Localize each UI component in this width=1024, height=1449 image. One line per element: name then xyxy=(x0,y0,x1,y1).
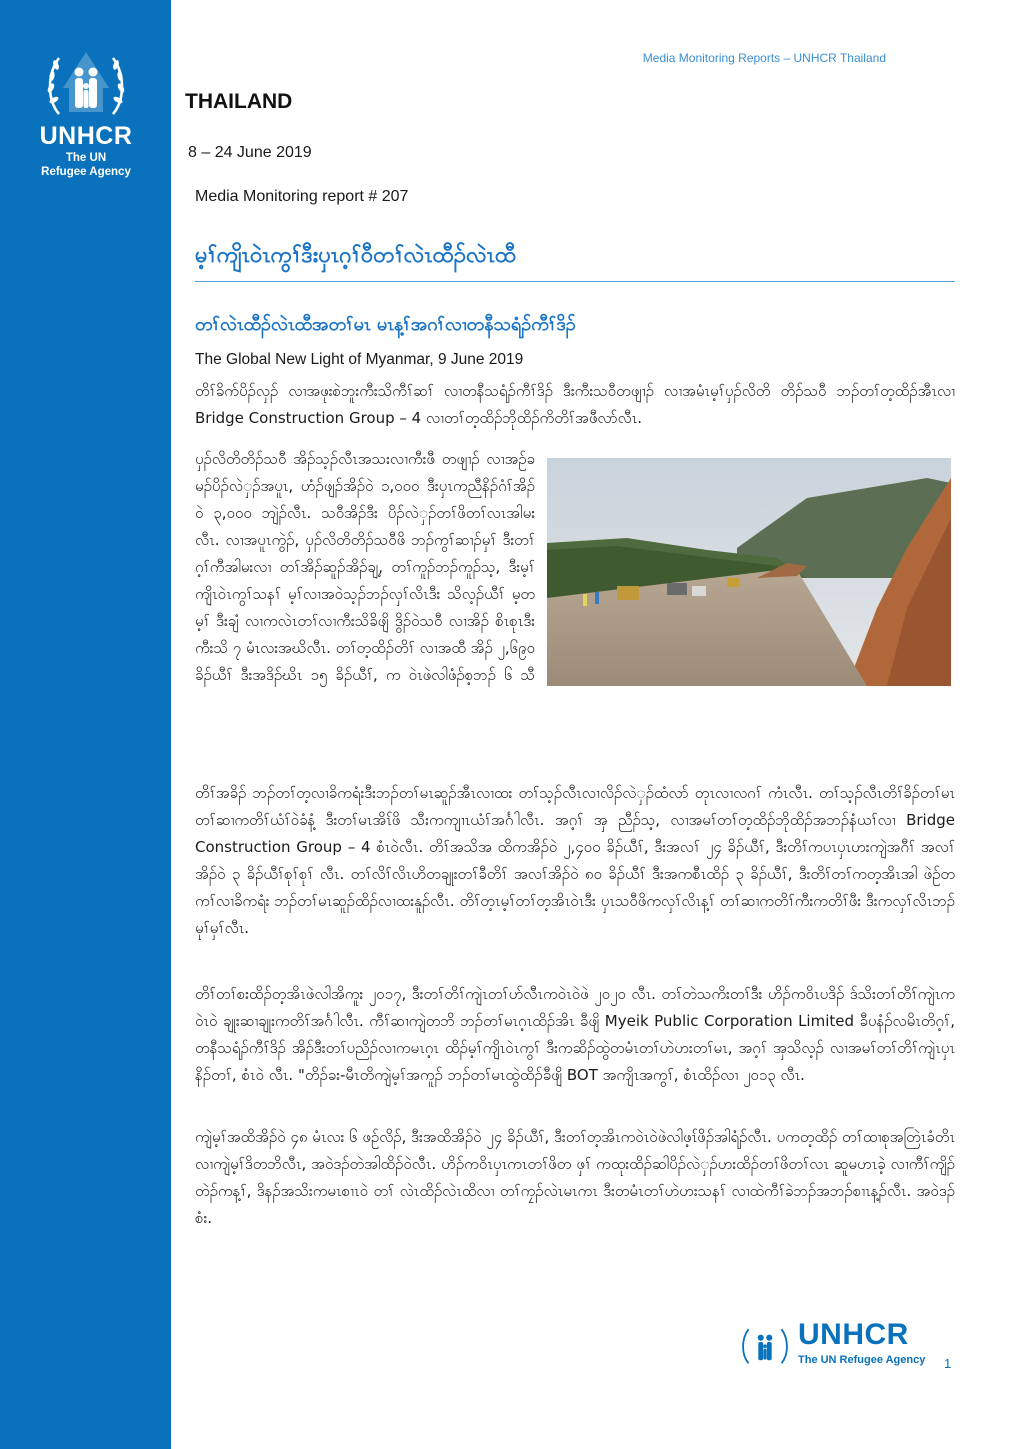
footer-logo xyxy=(740,1320,930,1370)
article-source: The Global New Light of Myanmar, 9 June 2019 xyxy=(195,351,524,368)
paragraph-2: ပှၣ်လိတိတိၣ်သဝီ အိၣ်သ့ၣ်လီၤအသးလၢကီးဖီ တဖျၢၣ် လၢအဉ်ခမၣ်ပိၣ်လဲှၣ်အပူၤ, ဟံၣ်ဖျၣ်အိၣ်ဝဲ ၁,၀၀၀ ဒီးပှၤကညီနိၣ်ဂံၢ်အိၣ်ဝဲ ၃,၀၀၀ ဘျဲၣ်လီၤ. သဝီအိၣ်ဒီး ပိၣ်လဲှၣ်တၢ်ဖိတၢ်လၤအါမးလီၤ. လၢအပူၤကွဲၣ်, ပှၣ်လိတိတိၣ်သဝီဖိ ဘၣ်ကွၢ်ဆၢၣ်မှၢ် ဒီးတၢ်ဂ့ၢ်ကီအါမးလၢ တၢ်အိၣ်ဆူၣ်အိၣ်ချ့, တၢ်ကူၣ်ဘၣ်ကူၣ်သ့, ဒီးမ့ၢ်ကျိၤဝဲၤကွၢ်သနၢ် မ့ၢ်လၢအဝဲသ့ၣ်ဘၣ်လှၢ်လိၤဒီး သိလ့ၣ်ယီၢ် မ့တမ့ၢ် ဒီးချံ လၢကလဲၤတၢ်လၢကီးသိခိဖျိ ဒွိၣ်ဝဲသဝီ လၢအိၣ် စိၤစုၤဒီးကီးသိ ၇ မံၤလးအဃိလီၤ. တၢ်တ့ထိၣ်တိၢ် လၢအထီ အိၣ် ၂,၆၉၀ ခိၣ်ယီၢ် ဒီးအဒိၣ်ဃိၤ ၁၅ ခိၣ်ယီၢ်, က ဝဲၤဖဲလါဖံၣ်စ့ဘၣ် ၆ သီ xyxy=(195,450,535,684)
section-title: မ့ၢ်ကျိၤဝဲၤကွၢ်ဒီးပှၤဂ့ၢ်ဝီတၢ်လဲၤထီၣ်လဲၤထီ xyxy=(195,240,955,282)
logo-brand: UNHCR xyxy=(39,122,133,150)
unhcr-logo xyxy=(30,48,142,179)
paragraph-2-continued xyxy=(195,689,955,770)
article-title: တၢ်လဲၤထီၣ်လဲၤထီအတၢ်မၤ မၤန့ၢ်အဂၢ်လၢတနီသရံၣ်ကီၢ်ဒိၣ် xyxy=(195,314,576,335)
footer-logo-tagline: The UN Refugee Agency xyxy=(798,1354,926,1366)
logo-tagline-line2: Refugee Agency xyxy=(41,166,131,178)
report-number: Media Monitoring report # 207 xyxy=(195,188,409,205)
footer-logo-brand: UNHCR xyxy=(798,1318,909,1351)
country-heading: THAILAND xyxy=(185,90,293,113)
running-header: Media Monitoring Reports – UNHCR Thailand xyxy=(642,51,886,65)
paragraph-5: ကျဲမ့ၢ်အထိအိၣ်ဝဲ ၄၈ မံၤလး ၆ ဖဉ်လိၣ်, ဒီးအထိအိၣ်ဝဲ ၂၄ ခိၣ်ယီၢ်, ဒီးတၢ်တ့အိၤကဝဲၤဝဲဖဲလါဖ့ၤ်ဖိၣ်အါရံၣ်လီၤ. ပကတ့ထိၣ် တၢ်ထၢစုအတြဲၤခံတိၤ လၢကျဲမ့ၢ်ဒိတဘိလီၤ, အဝဲဒၣ်တဲအါထိၣ်ဝဲလီၤ. ဟိၣ်ကဝိၤပှၤကၤတၢ်ဖိတ ဖှၢ် ကထုးထိၣ်ဆါပိၣ်လဲှၣ်ဟးထိၣ်တၢ်ဖိတၢ်လၤ ဆူမဟၤခဲ့ လၢကီၢ်ကျိၣ်တဲၣ်ကန့ၢ်, ဒိနၣ်အသိးကမၤစၢၤဝဲ တၢ် လဲၤထိၣ်လဲၤထိလၢ တၢ်ကၠၣ်လဲၤမၤကၤ ဒီးတမံၤတၢ်ဟဲဟးသနၢ် လၢထဲကီၢ်ခဲဘၣ်အဘၣ်စၢၤန့ၣ်လီၤ. အဝဲဒၣ် စံး. xyxy=(195,1128,955,1227)
road-construction-photo xyxy=(547,458,951,686)
logo-tagline-line1: The UN xyxy=(65,152,107,164)
left-sidebar xyxy=(0,0,171,1449)
unhcr-family-laurel-icon xyxy=(740,1320,790,1370)
page-number: 1 xyxy=(944,1356,952,1371)
paragraph-3: တိၢ်အခိၣ် ဘၣ်တၢ်တ့လၢခိကရံးဒီးဘၣ်တၢ်မၤဆူၣ်အီၤလၢထး တၢ်သ့ၣ်လီၤလၢလိၣ်လဲှၣ်ထံလာ် တုၤလၢလဂၢ် ကံၤလီၤ. တၢ်သ့ၣ်လီၤတိၢ်ခိၣ်တၢ်မၤ တၢ်ဆၢကတိၢ်ယံၢ်ဝဲခံနံ့ ဒီးတၢ်မၤအိၤ်ဖိ သီးကကျၢၤယံၢ်အင်္ဂါလီၤ. အဂ့ၢ် အှ ညီၣ်သ့, လၢအမၢ်တၢ်တ့ထိၣ်ဘိုထိၣ်အဘၣ်နံယၢ်လၢ Bridge Construction Group – 4 စံၤဝဲလီၤ. တိၢ်အသိအ ထိကအိၣ်ဝဲ ၂,၄၀၀ ခိၣ်ယီၢ်, ဒီးအလၢ် ၂၄ ခိၣ်ယီၢ်, ဒီးတိၢ်ကပၤပှၤဟးကျဲအဂီၢ် အလၢ်အိၣ်ဝဲ ၃ ခိၣ်ယီၢ်စုၢ်စုၢ် လီၤ. တၢ်လိၢ်လိၤဟိတချုးတၢ်ခီတိၢ် အလၢ်အိၣ်ဝဲ ၈၀ ခိၣ်ယီၢ် ဒီးအကစီၤထိၣ် ၃ ခိၣ်ယီၢ်, ဒီးတိၢ်တၢ်ကတ့အိၤအါ ဖဲဉ်တကၢ်လၢခိကရံး ဘၣ်တၢ်မၤဆူၣ်ထိၣ်လၢထးနူၣ်လီၤ. တိၢ်တ့ၤမ့ၢ်တၢ်တ့အိၤဝဲၤဒီး ပှၤသဝီဖိကလှၢ်လိၤန့ၢ် တၢ်ဆၢကတိၢ်ကီးကတိၢ်ဖီး ဒီးကလှၢ်လိၤဘၣ်မုၢ်မှၢ်လီၤ. xyxy=(195,784,955,937)
paragraph-1: တိၢ်ခိက်ပိၣ်လှၣ် လၢအဖုးစဲဘူးကီးသိကီၢ်ဆၢ် လၢတနီသရံၣ်ကီၢ်ဒိၣ် ဒီးကီးသဝီတဖျၢၣ် လၢအမံၤမ့ၢ်ပှၣ်လိတိ တိၣ်သဝီ ဘၣ်တၢ်တ့ထိၣ်အီၤလၢ Bridge Construction Group – 4 လၢတၢ်တ့ထိၣ်ဘိုထိၣ်ကိတိၢ်အဖီလာ်လီၤ. xyxy=(195,382,955,427)
date-range: 8 – 24 June 2019 xyxy=(188,144,312,161)
paragraph-4: တိၢ်တၢ်စးထိၣ်တ့အိၤဖဲလါအိကူး ၂၀၁၇, ဒီးတၢ်တိၢ်ကျဲၤတၢ်ဟ်လီၤကဝဲၤဝဲဖဲ ၂၀၂၀ လီၤ. တၢ်တဲသကိးတၢ်ဒီး ဟိၣ်ကဝိၤပဒိၣ် ဒ်သိးတၢ်တိၢ်ကျဲၤကဝဲၤဝဲ ချုးဆၢချုးကတိၢ်အင်္ဂါလီၤ. ကီၢ်ဆၢကျဲတဘိ ဘၣ်တၢ်မၤဂ့ၤထိၣ်အိၤ ခီဖျိ Myeik Public Corporation Limited ခီပနံၣ်လမိၤတိဂ့ၢ်, တနီသရံၣ်ကီၢ်ဒိၣ် အိၣ်ဒီးတၢ်ပညိၣ်လၢကမၤဂ့ၤ ထိၣ်မ့ၢ်ကျိၤဝဲၤကွၢ် ဒီးကဆိၣ်ထွဲတမံၤတၢ်ဟဲဟးတၢ်မၤ, အဂ့ၢ် အှသိလ့ၣ် လၢအမၢ်တၢ်တိၢ်ကျဲၤပှၤနိၣ်တၢ်, စံၤဝဲ လီၤ. "တိၣ်ခး-မီၤတိကျဲမ့ၢ်အကူၣ် ဘၣ်တၢ်မၤထွဲထိၣ်ခီဖျိ BOT အကျိၤအကွၢ်, စံၤထိၣ်လၢ ၂၀၁၃ လီၤ. xyxy=(195,985,955,1084)
unhcr-family-laurel-icon xyxy=(45,48,127,120)
